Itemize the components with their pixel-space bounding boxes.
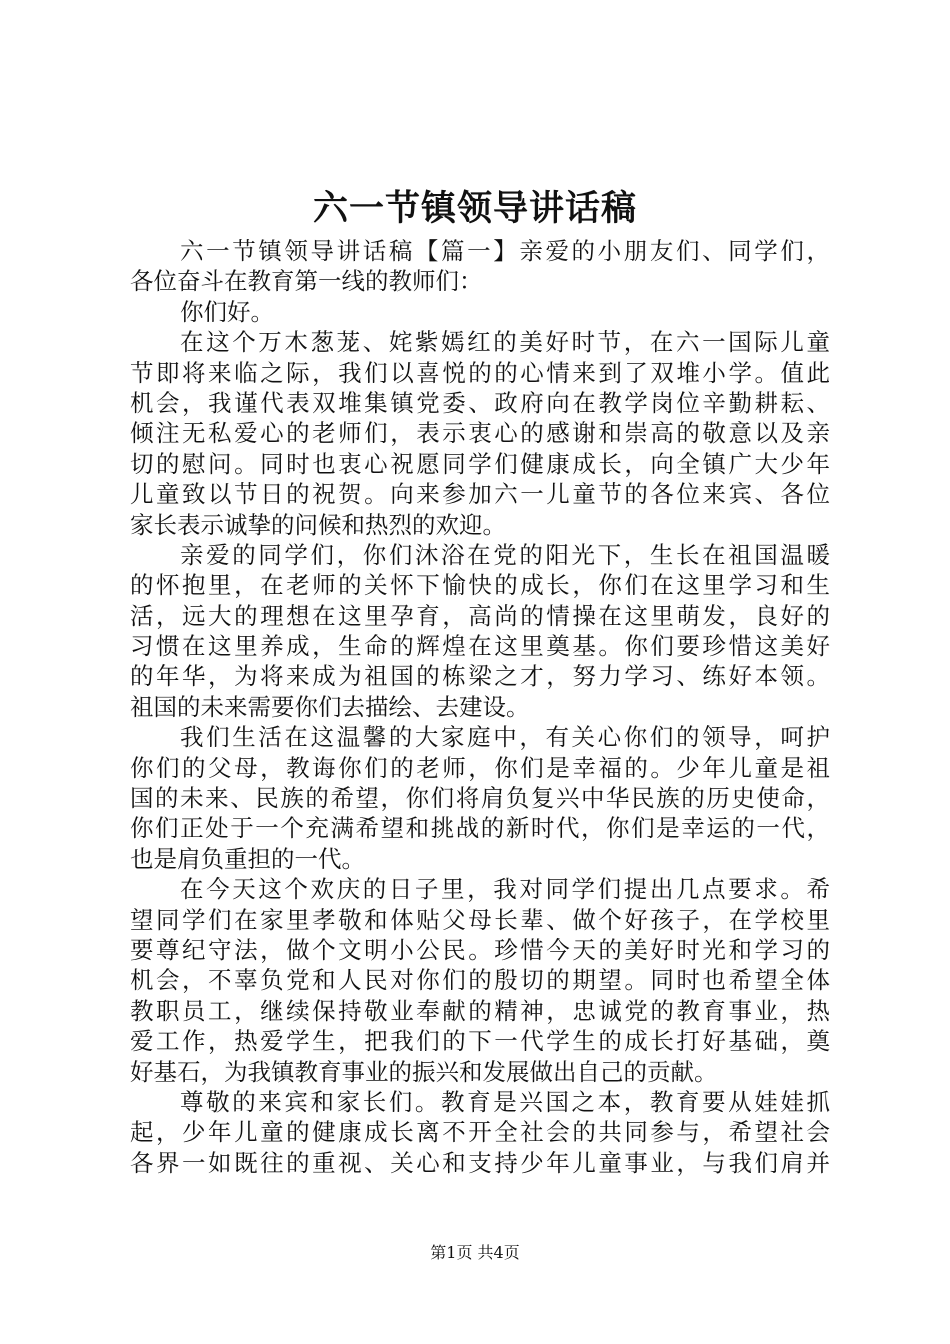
body-line: 习惯在这里养成，生命的辉煌在这里奠基。你们要珍惜这美好: [130, 632, 830, 661]
document-body: [130, 236, 830, 1178]
document-title: 六一节镇领导讲话稿: [312, 188, 637, 229]
body-line: 的年华，为将来成为祖国的栋梁之才，努力学习、练好本领。: [130, 662, 830, 691]
body-line: 机会，不辜负党和人民对你们的殷切的期望。同时也希望全体: [130, 966, 830, 995]
body-line: 在这个万木葱茏、姹紫嫣红的美好时节，在六一国际儿童: [180, 328, 830, 357]
body-line: 你们正处于一个充满希望和挑战的新时代，你们是幸运的一代，: [130, 814, 830, 843]
body-line: 家长表示诚挚的问候和热烈的欢迎。: [130, 510, 506, 539]
body-line: 要尊纪守法，做个文明小公民。珍惜今天的美好时光和学习的: [130, 935, 830, 964]
body-line: 亲爱的同学们，你们沐浴在党的阳光下，生长在祖国温暖: [180, 540, 830, 569]
body-line: 切的慰问。同时也衷心祝愿同学们健康成长，向全镇广大少年: [130, 449, 830, 478]
body-line: 也是肩负重担的一代。: [130, 844, 365, 873]
body-line: 各界一如既往的重视、关心和支持少年儿童事业，与我们肩并: [130, 1148, 830, 1177]
body-line: 国的未来、民族的希望，你们将肩负复兴中华民族的历史使命，: [130, 784, 830, 813]
body-line: 机会，我谨代表双堆集镇党委、政府向在教学岗位辛勤耕耘、: [130, 388, 830, 417]
body-line: 尊敬的来宾和家长们。教育是兴国之本，教育要从娃娃抓: [180, 1087, 830, 1116]
body-line: 倾注无私爱心的老师们，表示衷心的感谢和崇高的敬意以及亲: [130, 419, 830, 448]
body-line: 活，远大的理想在这里孕育，高尚的情操在这里萌发，良好的: [130, 601, 830, 630]
body-line: 好基石，为我镇教育事业的振兴和发展做出自己的贡献。: [130, 1057, 718, 1086]
body-line: 儿童致以节日的祝贺。向来参加六一儿童节的各位来宾、各位: [130, 480, 830, 509]
body-line: 在今天这个欢庆的日子里，我对同学们提出几点要求。希: [180, 875, 830, 904]
body-line: 六一节镇领导讲话稿【篇一】亲爱的小朋友们、同学们，: [180, 237, 830, 265]
body-line: 教职员工，继续保持敬业奉献的精神，忠诚党的教育事业，热: [130, 996, 830, 1025]
body-line: 各位奋斗在教育第一线的教师们：: [130, 267, 483, 296]
body-line: 的怀抱里，在老师的关怀下愉快的成长，你们在这里学习和生: [130, 571, 830, 600]
body-line: 我们生活在这温馨的大家庭中，有关心你们的领导，呵护: [180, 723, 830, 752]
body-line: 望同学们在家里孝敬和体贴父母长辈、做个好孩子，在学校里: [130, 905, 830, 934]
body-line: 节即将来临之际，我们以喜悦的的心情来到了双堆小学。值此: [130, 358, 830, 387]
page-footer: 第1页 共4页: [430, 1243, 520, 1262]
body-line: 你们的父母，教诲你们的老师，你们是幸福的。少年儿童是祖: [130, 753, 830, 782]
body-line: 祖国的未来需要你们去描绘、去建设。: [130, 692, 530, 721]
body-line: 起，少年儿童的健康成长离不开全社会的共同参与，希望社会: [130, 1118, 830, 1147]
body-line: 你们好。: [180, 297, 274, 326]
body-line: 爱工作，热爱学生，把我们的下一代学生的成长打好基础，奠: [130, 1027, 830, 1056]
